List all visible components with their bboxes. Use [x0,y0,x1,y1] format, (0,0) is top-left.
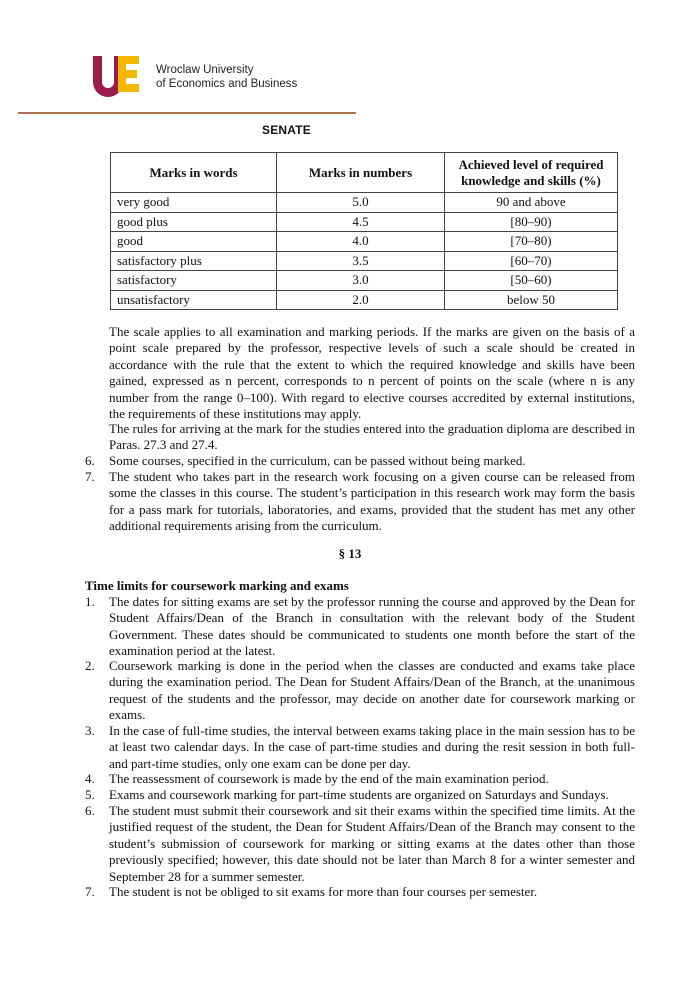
table-cell: below 50 [445,290,618,310]
table-row [111,251,618,271]
section-heading: Time limits for coursework marking and exams [85,578,349,593]
list-item-text: The reassessment of coursework is made by the end of the main examination period. [109,771,549,786]
list-item-number: 6. [85,453,95,468]
table-header-cell: Marks in numbers [277,153,445,193]
list-item-text: Coursework marking is done in the period when the classes are conducted and exams take place during the examination period. The Dean for Student Affairs/Dean of the Branch, at the unanimous request of the students and the professor, may decide on another date for coursework marking or exams. [109,658,635,723]
table-cell: satisfactory [111,271,277,291]
table-row [111,290,618,310]
list-item-number: 7. [85,884,95,899]
senate-label: SENATE [262,123,311,137]
table-cell: [60–70) [445,251,618,271]
university-name-line1: Wroclaw University [156,64,254,76]
list-item-text: In the case of full-time studies, the interval between exams taking place in the main session has to be at least two calendar days. In the case of part-time studies and during the resit session in both full- and part-time studies, only one exam can be done per day. [109,723,635,771]
table-row [111,232,618,252]
table-cell: unsatisfactory [111,290,277,310]
section-number: § 13 [338,546,362,561]
list-item-number: 2. [85,658,95,673]
university-name [156,63,297,91]
table-cell: [50–60) [445,271,618,291]
list-item-number: 4. [85,771,95,786]
table-row [111,193,618,213]
marks-table [110,152,618,310]
table-cell: 4.5 [277,212,445,232]
table-cell: very good [111,193,277,213]
table-cell: [80–90) [445,212,618,232]
university-name-line2: of Economics and Business [156,78,298,90]
table-cell: 3.0 [277,271,445,291]
list-item-number: 6. [85,803,95,818]
table-cell: good plus [111,212,277,232]
table-cell: 3.5 [277,251,445,271]
table-cell: [70–80) [445,232,618,252]
list-item-text: The dates for sitting exams are set by the professor running the course and approved by the Dean for Student Affairs/Dean of the Branch in consultation with the relevant body of the Student Government. These dates should be communicated to students one month before the start of the examination period at the latest. [109,594,635,659]
diploma-paragraph: The rules for arriving at the mark for the studies entered into the graduation diploma are described in Paras. 27.3 and 27.4. [109,421,635,453]
list-item-number: 7. [85,469,95,484]
table-row [111,212,618,232]
list-item-text: Exams and coursework marking for part-time students are organized on Saturdays and Sundays. [109,787,609,802]
list-item-number: 1. [85,594,95,609]
list-item-text: The student who takes part in the research work focusing on a given course can be released from some the classes in this course. The student’s participation in this research work may form the basis for a pass mark for tutorials, laboratories, and exams, provided that the student has met any other additional requirements arising from the curriculum. [109,469,635,534]
list-item-number: 3. [85,723,95,738]
scale-paragraph: The scale applies to all examination and marking periods. If the marks are given on the basis of a point scale prepared by the professor, respective levels of such a scale should be created in accordance with the rule that the extent to which the required knowledge and skills have been gained, expressed as n percent, corresponds to n percent of points on the scale (where n is any number from the range 0–100). With regard to elective courses accredited by external institutions, the requirements of these institutions may apply. [109,324,635,422]
table-header-row [111,153,618,193]
table-header-cell: Achieved level of required knowledge and skills (%) [445,153,618,193]
table-cell: good [111,232,277,252]
list-item-number: 5. [85,787,95,802]
table-header-cell: Marks in words [111,153,277,193]
table-cell: 90 and above [445,193,618,213]
university-logo [91,54,141,100]
list-item-text: Some courses, specified in the curriculum, can be passed without being marked. [109,453,526,468]
table-row [111,271,618,291]
table-cell: 4.0 [277,232,445,252]
list-item-text: The student is not be obliged to sit exams for more than four courses per semester. [109,884,538,899]
list-item-text: The student must submit their coursework and sit their exams within the specified time limits. At the justified request of the student, the Dean for Student Affairs/Dean of the Branch may consent to the student’s submission of coursework for marking or sitting exams at the dates other than those previously specified; however, this date should not be later than March 8 for a winter semester and September 28 for a summer semester. [109,803,635,884]
table-cell: 2.0 [277,290,445,310]
table-cell: 5.0 [277,193,445,213]
header-rule [18,112,356,114]
table-cell: satisfactory plus [111,251,277,271]
